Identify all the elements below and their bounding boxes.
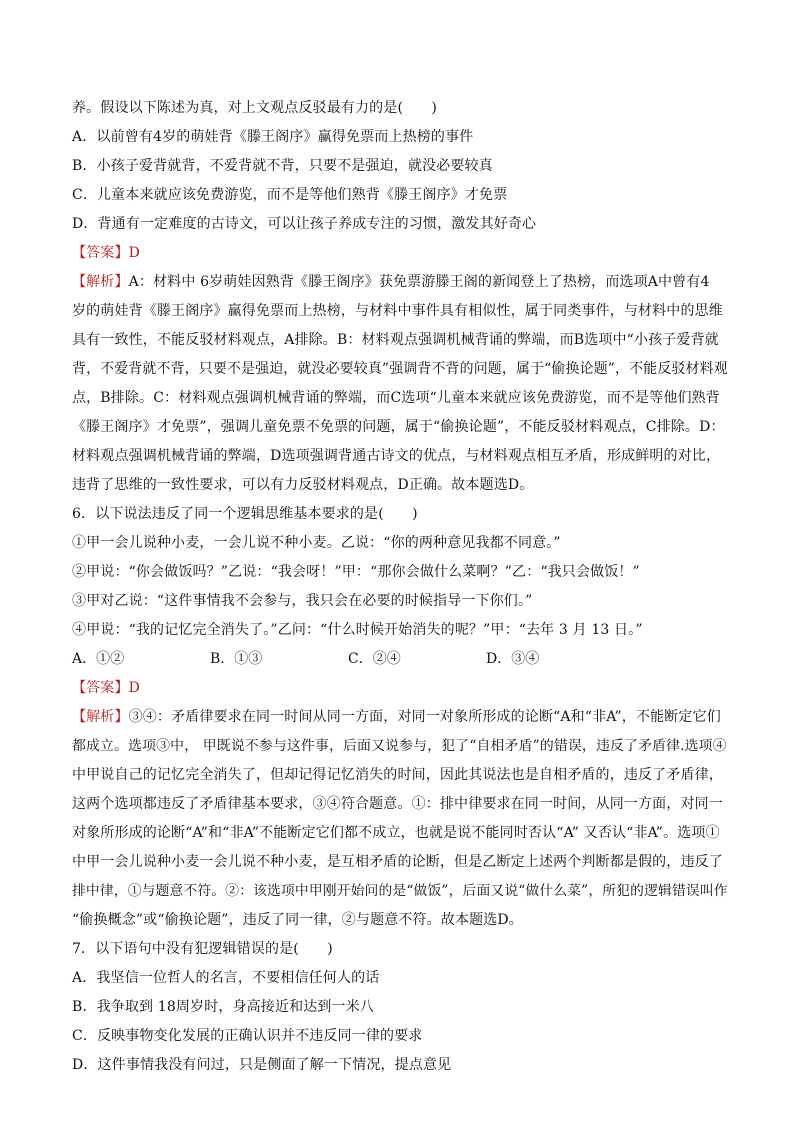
- q6-analysis-line-4: 这两个选项都违反了矛盾律基本要求，③④符合题意。①：排中律要求在同一时间，从同一方面，对同一: [72, 796, 723, 812]
- q6-item-2: ②甲说：“你会做饭吗？”乙说：“我会呀！”甲：“那你会做什么菜啊？”乙：“我只会做饭！”: [72, 564, 640, 580]
- q5-analysis-line-8: 违背了思维的一致性要求，可以有力反驳材料观点，D正确。故本题选D。: [72, 477, 534, 493]
- q5-analysis-label: 【解析】: [72, 274, 129, 290]
- q6-answer-value: D: [128, 680, 140, 696]
- q5-analysis-line-4: 背，不爱背就不背，只要不是强迫，就没必要较真”强调背不背的问题，属于“偷换论题”，不能反驳材料观: [72, 361, 728, 377]
- q5-answer-label: 【答案】: [72, 245, 129, 261]
- q7-option-a: A．我坚信一位哲人的名言，不要相信任何人的话: [72, 970, 380, 986]
- q6-stem: 6．以下说法违反了同一个逻辑思维基本要求的是( ): [72, 506, 418, 522]
- q6-analysis-line-1: [72, 703, 728, 732]
- q6-item-4: ④甲说：“我的记忆完全消失了。”乙问：“什么时候开始消失的呢？”甲：“去年 3 月 13 日。”: [72, 622, 643, 638]
- q5-analysis-line-5: 点，B排除。C：材料观点强调机械背诵的弊端，而C选项“儿童本来就应该免费游览，而不是等他们熟背: [72, 390, 720, 406]
- q6-item-1: ①甲一会儿说种小麦，一会儿说不种小麦。乙说：“你的两种意见我都不同意。”: [72, 535, 561, 551]
- q6-analysis-line-6: 中甲一会儿说种小麦一会儿说不种小麦，是互相矛盾的论断，但是乙断定上述两个判断都是假的，违反了: [72, 854, 723, 870]
- q5-analysis-line-6: 《滕王阁序》才免票”，强调儿童免票不免票的问题，属于“偷换论题”，不能反驳材料观点，C排除。D：: [72, 419, 725, 435]
- q6-answer: [72, 674, 728, 703]
- q6-option-a: A．①②: [72, 651, 125, 667]
- q6-analysis-line-8: “偷换概念”或“偷换论题”，违反了同一律，②与题意不符。故本题选D。: [72, 912, 523, 928]
- q5-answer-value: D: [128, 245, 140, 261]
- q7-option-d: D．这件事情我没有问过，只是侧面了解一下情况，提点意见: [72, 1057, 452, 1073]
- q6-analysis-line-5: 对象所形成的论断“A”和“非A”不能断定它们都不成立，也就是说不能同时否认“A” 又否认“非A”。选项①: [72, 825, 720, 841]
- q5-analysis-line-7: 材料观点强调机械背诵的弊端，D选项强调背通古诗文的优点，与材料观点相互矛盾，形成鲜明的对比，: [72, 448, 721, 464]
- q6-option-b: B．①③: [210, 651, 263, 667]
- q7-option-b: B．我争取到 18周岁时，身高接近和达到一米八: [72, 999, 375, 1015]
- q5-option-b: B．小孩子爱背就背，不爱背就不背，只要不是强迫，就没必要较真: [72, 158, 493, 174]
- q6-answer-label: 【答案】: [72, 680, 129, 696]
- q6-item-3: ③甲对乙说：“这件事情我不会参与，我只会在必要的时候指导一下你们。”: [72, 593, 533, 609]
- q6-analysis-line-2: 都成立。选项③中， 甲既说不参与这件事，后面又说参与，犯了“自相矛盾”的错误，违反了矛盾律.选项④: [72, 738, 727, 754]
- q5-option-a: A．以前曾有4岁的萌娃背《滕王阁序》赢得免票而上热榜的事件: [72, 129, 474, 145]
- q5-stem-tail: 养。假设以下陈述为真，对上文观点反驳最有力的是( ): [72, 100, 437, 116]
- q6-options: [72, 645, 728, 674]
- q5-option-c: C．儿童本来就应该免费游览，而不是等他们熟背《滕王阁序》才免票: [72, 187, 508, 203]
- q5-answer: [72, 239, 728, 268]
- q7-stem: 7．以下语句中没有犯逻辑错误的是( ): [72, 941, 333, 957]
- q6-analysis-text-1: ③④：矛盾律要求在同一时间从同一方面，对同一对象所形成的论断“A和“非A”，不能断定它们: [128, 709, 721, 725]
- q5-option-d: D．背通有一定难度的古诗文，可以让孩子养成专注的习惯，激发其好奇心: [72, 216, 537, 232]
- q5-analysis-text-1: A：材料中 6岁萌娃因熟背《滕王阁序》获免票游滕王阁的新闻登上了热榜，而选项A中曾有4: [128, 274, 710, 290]
- q7-option-c: C．反映事物变化发展的正确认识并不违反同一律的要求: [72, 1028, 423, 1044]
- q6-analysis-line-3: 中甲说自己的记忆完全消失了，但却记得记忆消失的时间，因此其说法也是自相矛盾的，违反了矛盾律，: [72, 767, 723, 783]
- document-page: [72, 94, 728, 1080]
- q5-analysis-line-2: 岁的萌娃背《滕王阁序》赢得免票而上热榜，与材料中事件具有相似性，属于同类事件，与材料中的思维: [72, 303, 723, 319]
- q5-analysis-line-3: 具有一致性，不能反驳材料观点，A排除。B：材料观点强调机械背诵的弊端，而B选项中“小孩子爱背就: [72, 332, 719, 348]
- q5-analysis-line-1: [72, 268, 728, 297]
- q6-option-c: C．②④: [348, 651, 401, 667]
- q6-analysis-line-7: 排中律，①与题意不符。②：该选项中甲刚开始问的是“做饭”，后面又说“做什么菜”，所犯的逻辑错误叫作: [72, 883, 728, 899]
- q6-analysis-label: 【解析】: [72, 709, 129, 725]
- q6-option-d: D．③④: [486, 651, 540, 667]
